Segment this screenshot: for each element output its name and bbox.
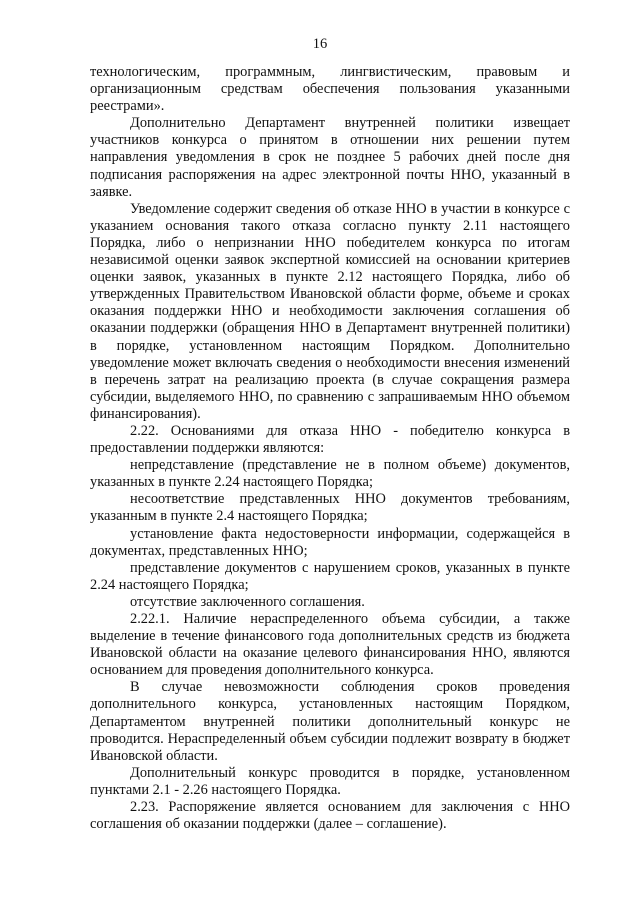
paragraph-continuation: технологическим, программным, лингвистическим, правовым и организационным средствам обеспечения пользования указанными реестрами». (90, 64, 570, 115)
paragraph-notification-content: Уведомление содержит сведения об отказе ННО в участии в конкурсе с указанием основания такого отказа согласно пункту 2.11 настоящего Порядка, либо о непризнании ННО победителем конкурса по итогам независимой оценки заявок экспертной комиссией на основании критериев оценки заявок, указанных в пункте 2.12 настоящего Порядка, либо об утвержденных Правительством Ивановской области форме, объеме и сроках оказания поддержки ННО и необходимости заключения соглашения об оказании поддержки (обращения ННО в Департамент внутренней политики) в порядке, установленном настоящим Порядком. Дополнительно уведомление может включать сведения о необходимости внесения изменений в перечень затрат на реализацию проекта (в случае сокращения размера субсидии, выделяемого ННО, по сравнению с запрашиваемым ННО объемом финансирования). (90, 200, 570, 422)
body-text (90, 64, 570, 833)
paragraph-2-22-refusal-grounds: 2.22. Основаниями для отказа ННО - победителю конкурса в предоставлении поддержки являются: (90, 422, 570, 457)
paragraph-contest-not-held: В случае невозможности соблюдения сроков проведения дополнительного конкурса, установленных настоящим Порядком, Департаментом внутренней политики дополнительный конкурс не проводится. Нераспределенный объем субсидии подлежит возврату в бюджет Ивановской области. (90, 679, 570, 764)
paragraph-2-23-agreement-basis: 2.23. Распоряжение является основанием для заключения с ННО соглашения об оказании поддержки (далее – соглашение). (90, 799, 570, 833)
list-item-ground-false-information: установление факта недостоверности информации, содержащейся в документах, представленных ННО; (90, 525, 570, 559)
list-item-ground-noncompliance: несоответствие представленных ННО документов требованиям, указанным в пункте 2.4 настоящего Порядка; (90, 491, 570, 525)
paragraph-contest-procedure: Дополнительный конкурс проводится в порядке, установленном пунктами 2.1 - 2.26 настоящего Порядка. (90, 764, 570, 798)
list-item-ground-no-agreement: отсутствие заключенного соглашения. (130, 593, 365, 610)
paragraph-notification-duty: Дополнительно Департамент внутренней политики извещает участников конкурса о принятом в отношении них решении путем направления уведомления в срок не позднее 5 рабочих дней после дня подписания распоряжения на адрес электронной почты ННО, указанный в заявке. (90, 115, 570, 200)
page-number: 16 (312, 36, 328, 52)
list-item-ground-late-submission: представление документов с нарушением сроков, указанных в пункте 2.24 настоящего Порядка; (90, 559, 570, 593)
paragraph-2-22-1-additional-contest: 2.22.1. Наличие нераспределенного объема субсидии, а также выделение в течение финансового года дополнительных средств из бюджета Ивановской области на оказание целевого финансирования ННО, являются основанием для проведения дополнительного конкурса. (90, 611, 570, 679)
list-item-ground-missing-documents: непредставление (представление не в полном объеме) документов, указанных в пункте 2.24 настоящего Порядка; (90, 457, 570, 491)
